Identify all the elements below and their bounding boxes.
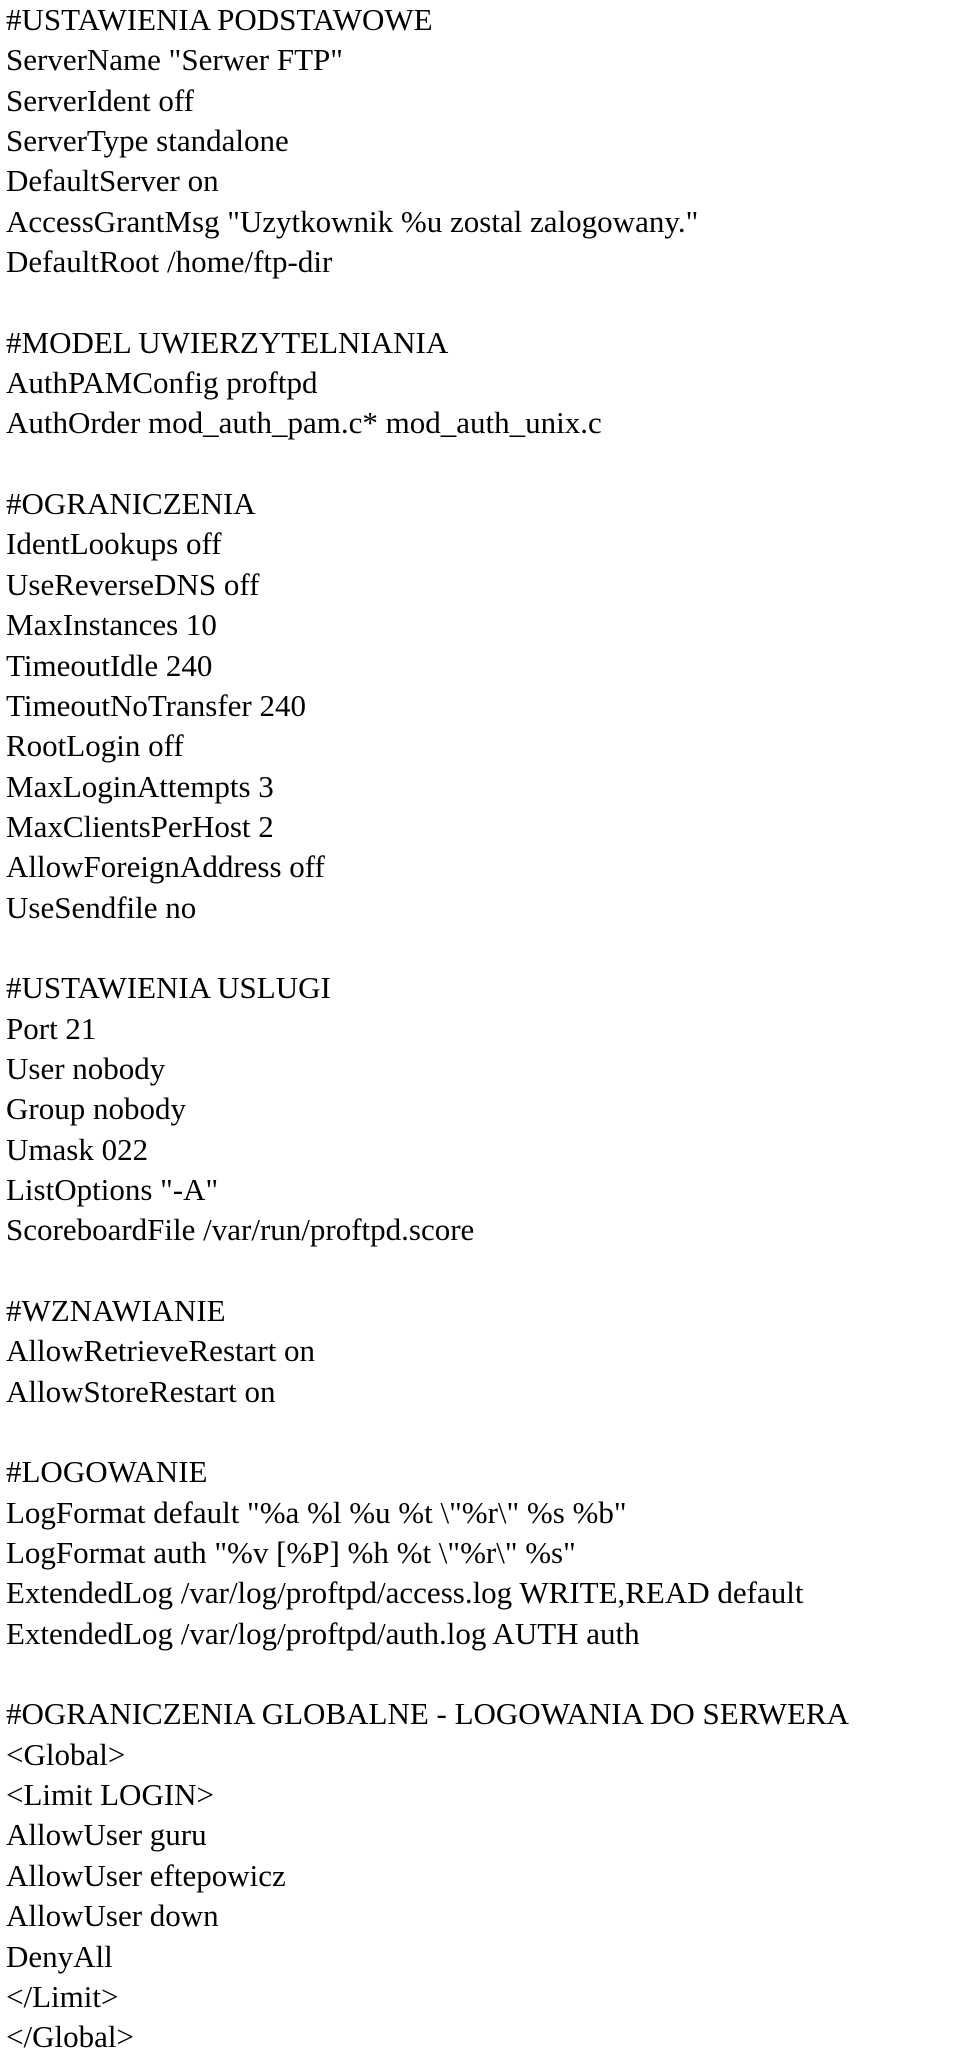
config-line: ExtendedLog /var/log/proftpd/auth.log AUTH auth: [6, 1615, 640, 1651]
config-line: AuthOrder mod_auth_pam.c* mod_auth_unix.c: [6, 405, 602, 441]
section-header: #WZNAWIANIE: [6, 1293, 226, 1328]
config-line: AllowUser down: [6, 1898, 219, 1934]
config-line: AllowUser eftepowicz: [6, 1857, 286, 1893]
config-section: [6, 1694, 956, 2057]
config-line: Port 21: [6, 1010, 97, 1046]
section-header: #USTAWIENIA PODSTAWOWE: [6, 2, 433, 37]
config-line: ListOptions "-A": [6, 1171, 219, 1207]
config-line: AllowRetrieveRestart on: [6, 1333, 316, 1369]
config-line: ServerIdent off: [6, 82, 194, 118]
section-header: #USTAWIENIA USLUGI: [6, 970, 331, 1006]
config-line: Group nobody: [6, 1091, 186, 1127]
config-line: AccessGrantMsg "Uzytkownik %u zostal zalogowany.": [6, 203, 699, 239]
config-line: ExtendedLog /var/log/proftpd/access.log WRITE,READ default: [6, 1575, 804, 1611]
config-line: AllowForeignAddress off: [6, 849, 325, 885]
config-line: DefaultServer on: [6, 163, 219, 199]
config-line: DefaultRoot /home/ftp-dir: [6, 244, 333, 280]
config-line: User nobody: [6, 1050, 166, 1086]
config-line: TimeoutIdle 240: [6, 647, 213, 683]
config-line: UseSendfile no: [6, 889, 197, 925]
config-line: AllowUser guru: [6, 1817, 207, 1853]
config-line: Umask 022: [6, 1131, 149, 1167]
config-section: [6, 968, 956, 1250]
section-header: #OGRANICZENIA: [6, 486, 256, 522]
config-document: [6, 0, 956, 2058]
config-line: ServerType standalone: [6, 123, 289, 159]
config-line: ServerName "Serwer FTP": [6, 42, 343, 78]
config-line: <Global>: [6, 1736, 126, 1772]
section-gap: [6, 928, 956, 968]
config-section: [6, 0, 956, 282]
config-line: IdentLookups off: [6, 526, 222, 562]
config-section: [6, 484, 956, 928]
config-section: [6, 1452, 956, 1654]
config-line: AllowStoreRestart on: [6, 1373, 276, 1409]
config-line: <Limit LOGIN>: [6, 1777, 215, 1813]
section-gap: [6, 1251, 956, 1291]
section-header: #LOGOWANIE: [6, 1454, 208, 1490]
config-line: ScoreboardFile /var/run/proftpd.score: [6, 1212, 475, 1248]
section-header: #OGRANICZENIA GLOBALNE - LOGOWANIA DO SERWERA: [6, 1696, 849, 1732]
config-line: TimeoutNoTransfer 240: [6, 687, 306, 723]
config-line: </Global>: [6, 2019, 134, 2055]
section-gap: [6, 1412, 956, 1452]
config-line: RootLogin off: [6, 728, 184, 764]
config-line: MaxLoginAttempts 3: [6, 768, 274, 804]
config-section: [6, 1291, 956, 1412]
config-line: DenyAll: [6, 1938, 113, 1974]
config-line: MaxClientsPerHost 2: [6, 808, 274, 844]
config-line: </Limit>: [6, 1978, 119, 2014]
section-gap: [6, 1654, 956, 1694]
section-gap: [6, 444, 956, 484]
config-line: UseReverseDNS off: [6, 566, 260, 602]
config-section: [6, 323, 956, 444]
config-line: LogFormat default "%a %l %u %t \"%r\" %s %b": [6, 1494, 627, 1530]
config-line: AuthPAMConfig proftpd: [6, 365, 318, 401]
section-header: #MODEL UWIERZYTELNIANIA: [6, 324, 449, 360]
section-gap: [6, 282, 956, 322]
config-line: MaxInstances 10: [6, 607, 217, 643]
config-line: LogFormat auth "%v [%P] %h %t \"%r\" %s": [6, 1535, 576, 1571]
